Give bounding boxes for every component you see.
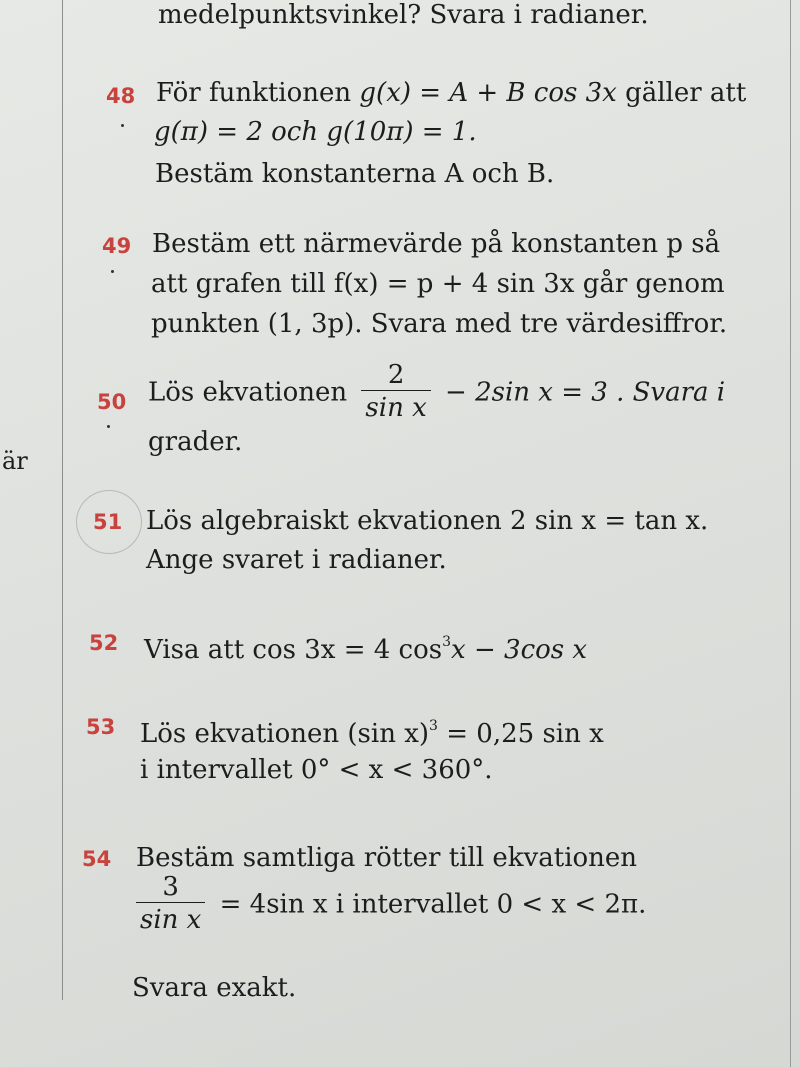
ink-dot bbox=[111, 270, 114, 273]
problem-number-51: 51 bbox=[93, 510, 123, 534]
problem-number-54: 54 bbox=[82, 847, 112, 871]
exponent: 3 bbox=[429, 718, 438, 734]
problem-49-line-1: Bestäm ett närmevärde på konstanten p så bbox=[152, 229, 721, 259]
adjacent-page-text: är bbox=[2, 447, 28, 475]
problem-50-fraction bbox=[361, 360, 430, 425]
problem-49-line-3: punkten (1, 3p). Svara med tre värdesiffror. bbox=[151, 309, 728, 339]
problem-number-52: 52 bbox=[89, 631, 119, 655]
problem-50-text-a: Lös ekvationen bbox=[148, 377, 348, 408]
page-margin-line bbox=[62, 0, 63, 1000]
problem-48-function: g(x) = A + B cos 3x bbox=[359, 78, 617, 108]
fraction-numerator: 2 bbox=[387, 360, 405, 390]
ink-dot bbox=[107, 425, 110, 428]
problem-51-line-1: Lös algebraiskt ekvationen 2 sin x = tan x. bbox=[146, 506, 709, 536]
problem-48-text-a: För funktionen bbox=[156, 78, 360, 108]
problem-49-line-2: att grafen till f(x) = p + 4 sin 3x går genom bbox=[151, 269, 725, 299]
problem-53-text-a: Lös ekvationen (sin x) bbox=[140, 719, 430, 749]
problem-52-text-b: x − 3cos x bbox=[451, 635, 588, 665]
problem-52-line-1 bbox=[144, 626, 587, 666]
fraction-numerator: 3 bbox=[162, 872, 179, 902]
problem-48-line-1 bbox=[156, 77, 746, 109]
exponent: 3 bbox=[442, 634, 452, 650]
problem-54-fraction bbox=[136, 872, 205, 937]
problem-54-line-2 bbox=[130, 872, 646, 937]
problem-53-line-1 bbox=[140, 710, 604, 750]
problem-number-50: 50 bbox=[97, 390, 127, 414]
problem-50-line-1 bbox=[148, 360, 725, 425]
fraction-denominator: sin x bbox=[361, 390, 430, 425]
problem-54-line-1: Bestäm samtliga rötter till ekvationen bbox=[136, 843, 638, 873]
problem-54-line-3: Svara exakt. bbox=[132, 973, 297, 1003]
problem-52-text-a: Visa att cos 3x = 4 cos bbox=[144, 635, 443, 665]
page-edge-line bbox=[790, 0, 791, 1067]
problem-53-text-b: = 0,25 sin x bbox=[437, 719, 604, 749]
problem-number-49: 49 bbox=[102, 234, 132, 258]
problem-number-53: 53 bbox=[86, 715, 116, 739]
problem-48-text-b: gäller att bbox=[616, 78, 747, 108]
problem-50-line-2: grader. bbox=[148, 427, 243, 457]
problem-53-line-2: i intervallet 0° < x < 360°. bbox=[140, 755, 493, 785]
problem-51-line-2: Ange svaret i radianer. bbox=[146, 545, 447, 575]
problem-48-line-3: Bestäm konstanterna A och B. bbox=[155, 159, 555, 189]
problem-50-text-b: − 2sin x = 3 . Svara i bbox=[445, 377, 726, 408]
top-line-text: medelpunktsvinkel? Svara i radianer. bbox=[158, 0, 649, 30]
problem-48-line-2: g(π) = 2 och g(10π) = 1. bbox=[154, 117, 477, 147]
problem-number-48: 48 bbox=[106, 84, 136, 108]
problem-54-text-b: = 4sin x i intervallet 0 < x < 2π. bbox=[219, 889, 647, 920]
ink-dot bbox=[121, 124, 124, 127]
fraction-denominator: sin x bbox=[136, 902, 205, 937]
